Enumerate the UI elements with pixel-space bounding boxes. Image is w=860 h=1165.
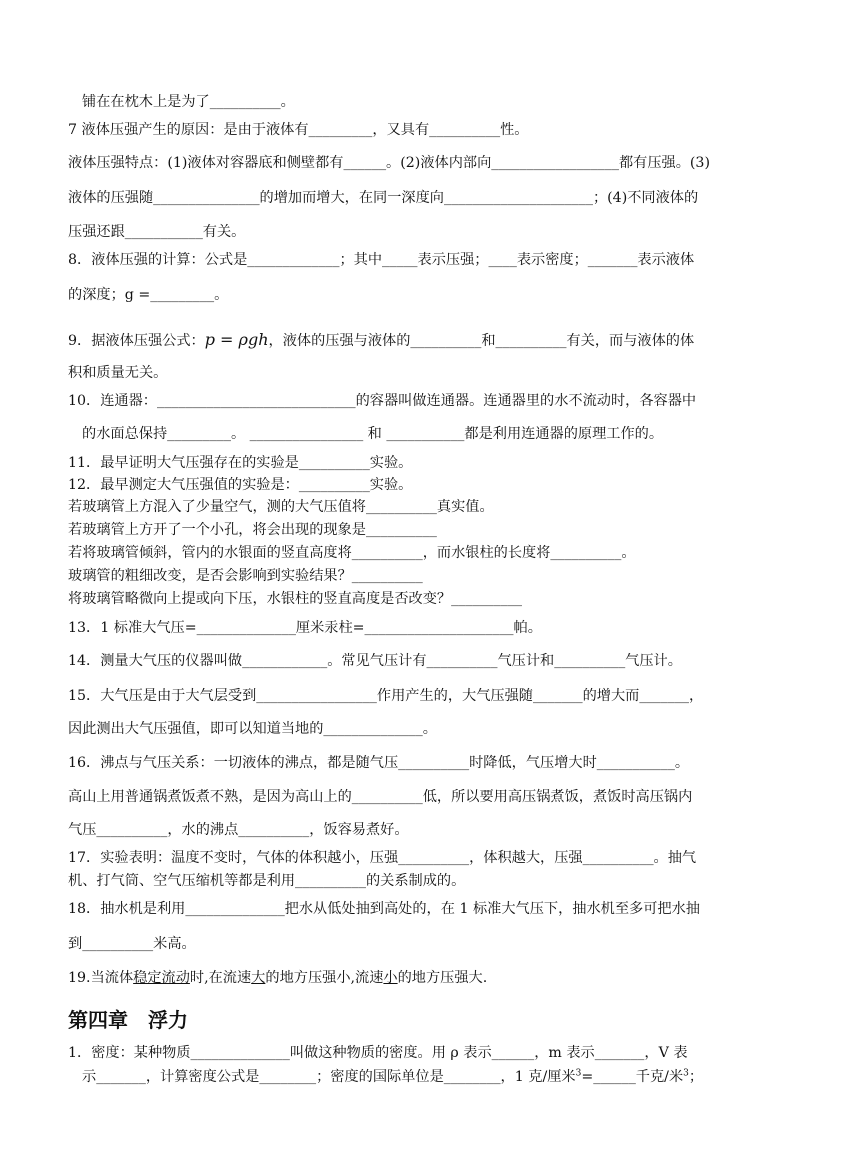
text-line bbox=[82, 1067, 800, 1087]
text-line: 因此测出大气压强值，即可以知道当地的______________。 bbox=[68, 721, 437, 737]
text-line: 18．抽水机是利用______________把水从低处抽到高处的，在 1 标准大气压下，抽水机至多可把水抽 bbox=[68, 901, 700, 917]
text-line: 铺在在枕木上是为了__________。 bbox=[82, 94, 295, 110]
text-segment: 示_______，计算密度公式是________；密度的国际单位是________，1 克/厘米 bbox=[82, 1069, 576, 1085]
fluid-flow-line bbox=[68, 968, 800, 988]
text-line: 10．连通器：____________________________的容器叫做连通器。连通器里的水不流动时，各容器中 bbox=[68, 393, 697, 409]
text-segment: 时,在流速 bbox=[189, 970, 252, 986]
text-line: 玻璃管的粗细改变，是否会影响到实验结果？__________ bbox=[68, 568, 423, 584]
underlined-term: 稳定流动 bbox=[133, 970, 190, 986]
underlined-term: 大 bbox=[251, 970, 266, 986]
text-line: 液体的压强随_______________的增加而增大，在同一深度向_____________________；(4)不同液体的 bbox=[68, 190, 699, 206]
text-line: 8．液体压强的计算：公式是_____________；其中_____表示压强；____表示密度；_______表示液体 bbox=[68, 252, 695, 268]
text-line: 7 液体压强产生的原因：是由于液体有_________，又具有__________性。 bbox=[68, 122, 529, 138]
text-line: 的水面总保持_________。 ________________ 和 ___________都是利用连通器的原理工作的。 bbox=[82, 426, 664, 442]
text-segment: =______千克/米 bbox=[581, 1069, 684, 1085]
text-line: 气压__________，水的沸点__________，饭容易煮好。 bbox=[68, 822, 409, 838]
underlined-term: 小 bbox=[383, 970, 398, 986]
text-line: 到__________米高。 bbox=[68, 936, 196, 952]
superscript: 3 bbox=[575, 1068, 582, 1079]
text-line: 若将玻璃管倾斜，管内的水银面的竖直高度将__________，而水银柱的长度将__________。 bbox=[68, 545, 636, 561]
text-segment: 19.当流体 bbox=[68, 970, 134, 986]
chapter-heading: 第四章 浮力 bbox=[68, 1008, 188, 1032]
pressure-formula: p = ρgh bbox=[204, 330, 269, 349]
text-line: 将玻璃管略微向上提或向下压，水银柱的竖直高度是否改变？__________ bbox=[68, 591, 523, 607]
text-line: 机、打气筒、空气压缩机等都是利用__________的关系制成的。 bbox=[68, 873, 466, 889]
text-line: 压强还跟___________有关。 bbox=[68, 224, 246, 240]
text-segment: 的地方压强大. bbox=[397, 970, 488, 986]
text-line: 高山上用普通锅煮饭煮不熟，是因为高山上的__________低，所以要用高压锅煮饭，煮饭时高压锅内 bbox=[68, 789, 693, 805]
text-segment: ； bbox=[688, 1069, 704, 1085]
text-line: 若玻璃管上方混入了少量空气，测的大气压值将__________真实值。 bbox=[68, 499, 494, 515]
text-line: 13．1 标准大气压=______________厘米汞柱=_____________________帕。 bbox=[68, 620, 542, 636]
line-rest: ，液体的压强与液体的__________和__________有关，而与液体的体 bbox=[268, 333, 695, 349]
superscript: 3 bbox=[683, 1068, 689, 1079]
text-line: 17．实验表明：温度不变时，气体的体积越小，压强__________，体积越大，压强__________。抽气 bbox=[68, 850, 697, 866]
text-line: 11．最早证明大气压强存在的实验是__________实验。 bbox=[68, 455, 413, 471]
text-line: 15．大气压是由于大气层受到_________________作用产生的，大气压强随_______的增大而_______， bbox=[68, 688, 704, 704]
text-line: 16．沸点与气压关系：一切液体的沸点，都是随气压__________时降低，气压增大时___________。 bbox=[68, 755, 690, 771]
text-line-with-formula bbox=[68, 330, 800, 351]
text-line: 的深度；g =_________。 bbox=[68, 287, 229, 303]
text-line: 12．最早测定大气压强值的实验是：__________实验。 bbox=[68, 477, 413, 493]
text-line: 1．密度：某种物质______________叫做这种物质的密度。用 ρ 表示______，m 表示_______，V 表 bbox=[68, 1045, 688, 1061]
text-line: 若玻璃管上方开了一个小孔，将会出现的现象是__________ bbox=[68, 522, 437, 538]
text-line: 14．测量大气压的仪器叫做____________。常见气压计有__________气压计和__________气压计。 bbox=[68, 653, 682, 669]
line-prefix: 9．据液体压强公式： bbox=[68, 333, 205, 349]
text-segment: 的地方压强小,流速 bbox=[265, 970, 384, 986]
text-line: 积和质量无关。 bbox=[68, 365, 168, 381]
text-line: 液体压强特点：(1)液体对容器底和侧壁都有______。(2)液体内部向__________________都有压强。(3) bbox=[68, 155, 710, 171]
